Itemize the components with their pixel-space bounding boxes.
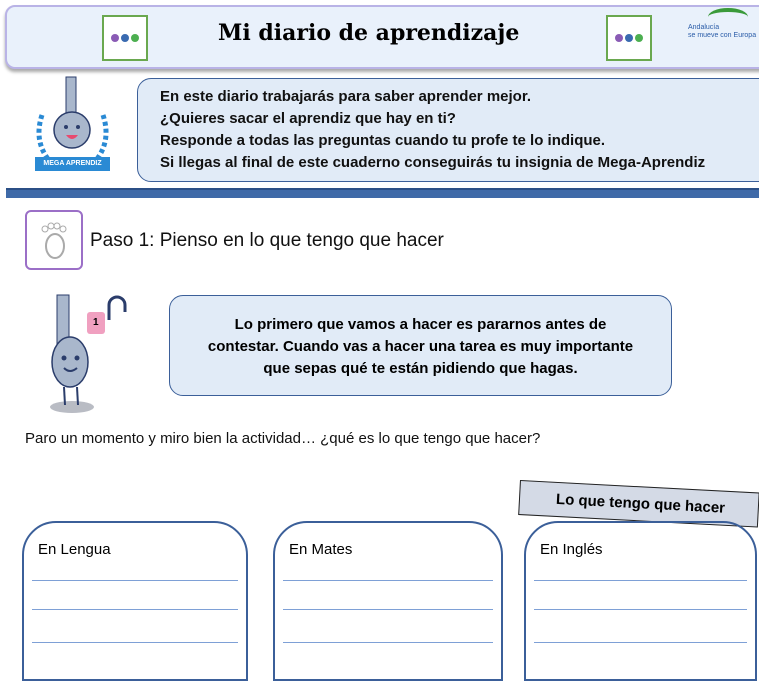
key-mascot [35, 290, 135, 415]
key-mascot-icon [35, 290, 135, 415]
explanation-bubble [169, 295, 672, 396]
bubble-line: contestar. Cuando vas a hacer una tarea es muy importante [207, 338, 634, 355]
badge-ribbon: MEGA APRENDIZ [35, 157, 110, 171]
intro-line: Responde a todas las preguntas cuando tu profe te lo indique. [160, 132, 606, 149]
answer-line[interactable] [534, 642, 747, 643]
mea-logo-left [102, 15, 148, 61]
question-prompt: Paro un momento y miro bien la actividad… ¿qué es lo que tengo que hacer? [25, 430, 541, 447]
subject-card-ingles [524, 521, 757, 681]
mega-aprendiz-badge [30, 75, 115, 180]
andalucia-europa-logo [688, 24, 756, 40]
section-divider [6, 188, 759, 198]
sponsor-line-2: se mueve con Europa [688, 32, 757, 39]
subject-card-lengua [22, 521, 248, 681]
bubble-line: que sepas qué te están pidiendo que hagas. [263, 360, 578, 377]
answer-line[interactable] [32, 642, 238, 643]
bubble-line: Lo primero que vamos a hacer es pararnos antes de [234, 316, 607, 333]
answer-line[interactable] [534, 580, 747, 581]
intro-line: ¿Quieres sacar el aprendiz que hay en ti? [160, 110, 456, 127]
answer-line[interactable] [534, 609, 747, 610]
answer-line[interactable] [283, 580, 493, 581]
mea-logo-right [606, 15, 652, 61]
intro-line: Si llegas al final de este cuaderno conseguirás tu insignia de Mega-Aprendiz [160, 154, 706, 171]
answer-line[interactable] [32, 609, 238, 610]
answer-line[interactable] [283, 609, 493, 610]
logo-swoosh-icon [708, 8, 748, 26]
footprint-icon [25, 210, 83, 270]
intro-box [137, 78, 759, 182]
card-label: En Inglés [540, 541, 603, 558]
answer-line[interactable] [32, 580, 238, 581]
sponsor-line-1: Andalucía [688, 24, 720, 31]
answer-line[interactable] [283, 642, 493, 643]
card-label: En Lengua [38, 541, 111, 558]
subject-card-mates [273, 521, 503, 681]
section-tag: Lo que tengo que hacer [518, 480, 759, 528]
page-title: Mi diario de aprendizaje [218, 20, 520, 46]
card-label: En Mates [289, 541, 353, 558]
step-title: Paso 1: Pienso en lo que tengo que hacer [90, 230, 444, 251]
lock-number: 1 [93, 317, 99, 328]
intro-line: En este diario trabajarás para saber aprender mejor. [160, 88, 532, 105]
